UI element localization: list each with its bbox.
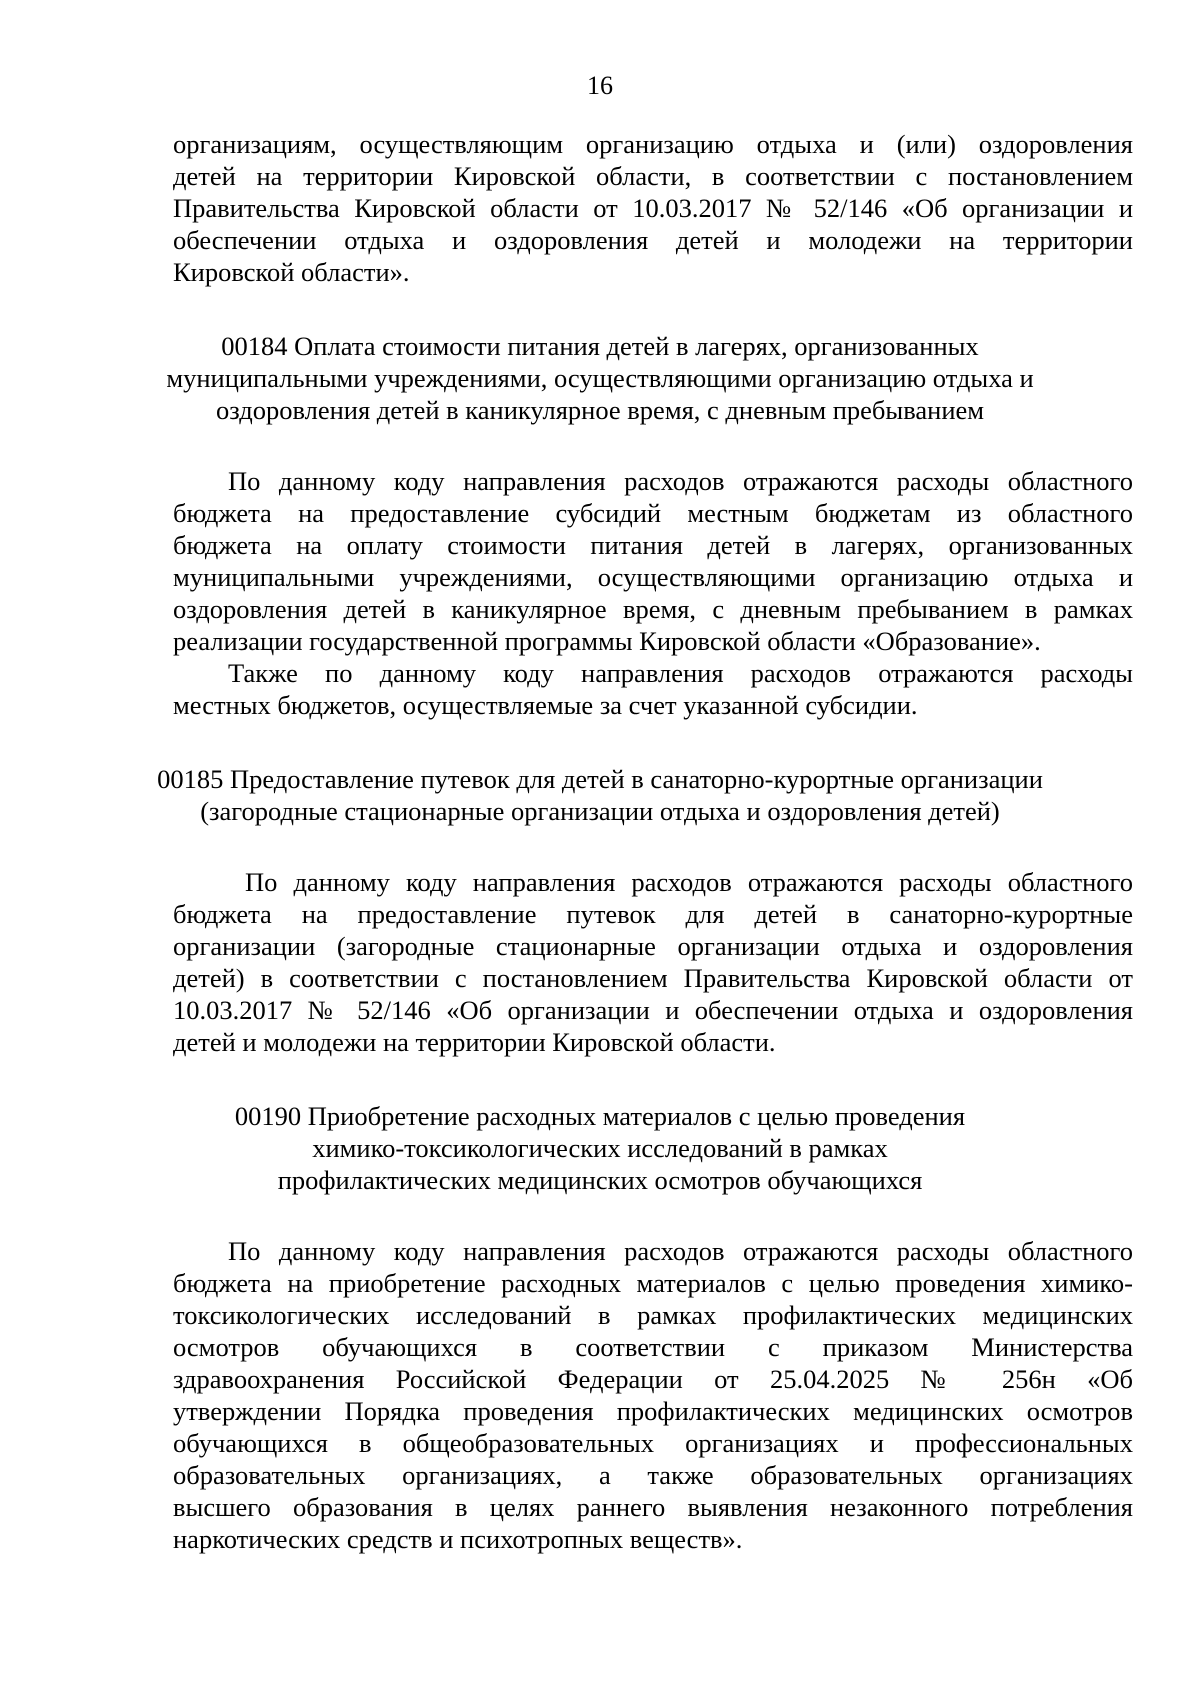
paragraph-00184-also <box>173 657 1133 721</box>
text-line: обеспечении отдыха и оздоровления детей и молодежи на территории <box>173 225 1133 255</box>
paragraph-00190 <box>173 1235 1133 1555</box>
text-line: организации (загородные стационарные организации отдыха и оздоровления <box>173 931 1133 961</box>
heading-line: 00190 Приобретение расходных материалов с целью проведения <box>234 1101 966 1131</box>
paragraph-00184-main <box>173 465 1133 657</box>
text-line: бюджета на предоставление субсидий местным бюджетам из областного <box>173 498 1133 528</box>
heading-line: 00185 Предоставление путевок для детей в санаторно-курортные организации <box>157 764 1043 794</box>
page-number: 16 <box>587 71 613 100</box>
text-line: здравоохранения Российской Федерации от 25.04.2025 № 256н «Об <box>173 1364 1133 1394</box>
text-line: бюджета на предоставление путевок для детей в санаторно-курортные <box>173 899 1133 929</box>
text-line: утверждении Порядка проведения профилактических медицинских осмотров <box>173 1396 1133 1426</box>
heading-line: оздоровления детей в каникулярное время, с дневным пребыванием <box>215 395 985 425</box>
text-line: образовательных организациях, а также образовательных организациях <box>173 1460 1133 1490</box>
section-heading-00185 <box>0 763 1200 827</box>
text-line: наркотических средств и психотропных веществ». <box>173 1524 743 1554</box>
text-line: детей на территории Кировской области, в соответствии с постановлением <box>173 161 1133 191</box>
section-heading-00184 <box>0 330 1200 426</box>
text-line: реализации государственной программы Кировской области «Образование». <box>173 626 1041 656</box>
text-line: бюджета на оплату стоимости питания детей в лагерях, организованных <box>173 530 1133 560</box>
paragraph-00185 <box>173 866 1133 1058</box>
text-line: обучающихся в общеобразовательных организациях и профессиональных <box>173 1428 1133 1458</box>
intro-paragraph <box>173 128 1133 288</box>
heading-line: 00184 Оплата стоимости питания детей в лагерях, организованных <box>221 331 979 361</box>
heading-line: (загородные стационарные организации отдыха и оздоровления детей) <box>200 796 1000 826</box>
text-line: детей) в соответствии с постановлением Правительства Кировской области от <box>173 963 1133 993</box>
text-line: организациям, осуществляющим организацию отдыха и (или) оздоровления <box>173 129 1133 159</box>
text-line: местных бюджетов, осуществляемые за счет указанной субсидии. <box>173 690 918 720</box>
text-line: осмотров обучающихся в соответствии с приказом Министерства <box>173 1332 1133 1362</box>
heading-line: муниципальными учреждениями, осуществляющими организацию отдыха и <box>166 363 1034 393</box>
section-heading-00190 <box>0 1100 1200 1196</box>
text-line: детей и молодежи на территории Кировской области. <box>173 1027 776 1057</box>
text-line: 10.03.2017 № 52/146 «Об организации и обеспечении отдыха и оздоровления <box>173 995 1133 1025</box>
heading-line: профилактических медицинских осмотров обучающихся <box>277 1165 923 1195</box>
text-line: высшего образования в целях раннего выявления незаконного потребления <box>173 1492 1133 1522</box>
heading-line: химико-токсикологических исследований в рамках <box>312 1133 888 1163</box>
text-line: Правительства Кировской области от 10.03.2017 № 52/146 «Об организации и <box>173 193 1133 223</box>
text-line: токсикологических исследований в рамках профилактических медицинских <box>173 1300 1133 1330</box>
text-line: По данному коду направления расходов отражаются расходы областного <box>228 466 1133 496</box>
text-line: По данному коду направления расходов отражаются расходы областного <box>228 1236 1133 1266</box>
text-line: Также по данному коду направления расходов отражаются расходы <box>228 658 1133 688</box>
text-line: Кировской области». <box>173 257 410 287</box>
text-line: бюджета на приобретение расходных материалов с целью проведения химико- <box>173 1268 1133 1298</box>
text-line: оздоровления детей в каникулярное время, с дневным пребыванием в рамках <box>173 594 1133 624</box>
text-line: муниципальными учреждениями, осуществляющими организацию отдыха и <box>173 562 1133 592</box>
text-line: По данному коду направления расходов отражаются расходы областного <box>245 867 1133 897</box>
